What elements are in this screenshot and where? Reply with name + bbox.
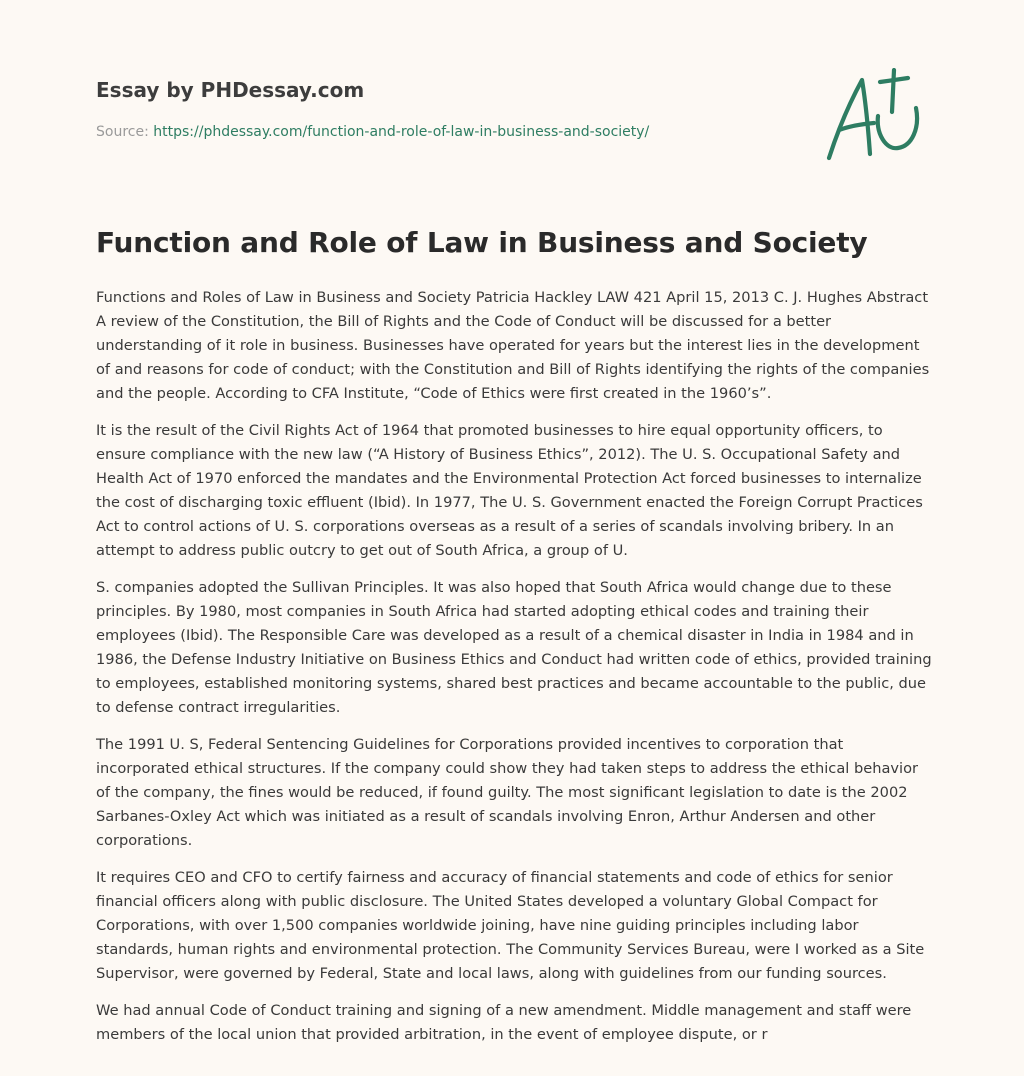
paragraph: The 1991 U. S, Federal Sentencing Guidelines for Corporations provided incentives to corporation that incorporated ethical structures. If the company could show they had taken steps to address the ethical behavior of the company, the fines would be reduced, if found guilty. The most significant legislation to date is the 2002 Sarbanes-Oxley Act which was initiated as a result of scandals involving Enron, Arthur Andersen and other corporations.: [96, 736, 919, 849]
source-line: [96, 124, 649, 140]
paragraph: It requires CEO and CFO to certify fairness and accuracy of financial statements and code of ethics for senior financial officers along with public disclosure. The United States developed a voluntary Global Compact for Corporations, with over 1,500 companies worldwide joining, have nine guiding principles including labor standards, human rights and environmental protection. The Community Services Bureau, were I worked as a Site Supervisor, were governed by Federal, State and local laws, along with guidelines from our funding sources.: [96, 869, 925, 982]
source-label: Source:: [96, 124, 149, 140]
paragraph: S. companies adopted the Sullivan Principles. It was also hoped that South Africa would change due to these principles. By 1980, most companies in South Africa had started adopting ethical codes and training their employees (Ibid). The Responsible Care was developed as a result of a chemical disaster in India in 1984 and in 1986, the Defense Industry Initiative on Business Ethics and Conduct had written code of ethics, provided training to employees, established monitoring systems, shared best practices and became accountable to the public, due to defense contract irregularities.: [96, 579, 932, 716]
article-title: Function and Role of Law in Business and Society: [96, 226, 868, 259]
article-body: [96, 286, 936, 1060]
paragraph: Functions and Roles of Law in Business and Society Patricia Hackley LAW 421 April 15, 2013 C. J. Hughes Abstract A review of the Constitution, the Bill of Rights and the Code of Conduct will be discussed for a better understanding of it role in business. Businesses have operated for years but the interest lies in the development of and reasons for code of conduct; with the Constitution and Bill of Rights identifying the rights of the companies and the people. According to CFA Institute, “Code of Ethics were first created in the 1960’s”.: [96, 289, 930, 402]
brand-title: Essay by PHDessay.com: [96, 78, 365, 102]
source-link[interactable]: https://phdessay.com/function-and-role-of-law-in-business-and-society/: [153, 124, 650, 140]
paragraph: It is the result of the Civil Rights Act of 1964 that promoted businesses to hire equal opportunity officers, to ensure compliance with the new law (“A History of Business Ethics”, 2012). The U. S. Occupational Safety and Health Act of 1970 enforced the mandates and the Environmental Protection Act forced businesses to internalize the cost of discharging toxic effluent (Ibid). In 1977, The U. S. Government enacted the Foreign Corrupt Practices Act to control actions of U. S. corporations overseas as a result of a series of scandals involving bribery. In an attempt to address public outcry to get out of South Africa, a group of U.: [96, 422, 923, 559]
a-plus-grade-icon: [824, 68, 928, 164]
paragraph: We had annual Code of Conduct training and signing of a new amendment. Middle management and staff were members of the local union that provided arbitration, in the event of employee dispute, or r: [96, 1002, 912, 1043]
